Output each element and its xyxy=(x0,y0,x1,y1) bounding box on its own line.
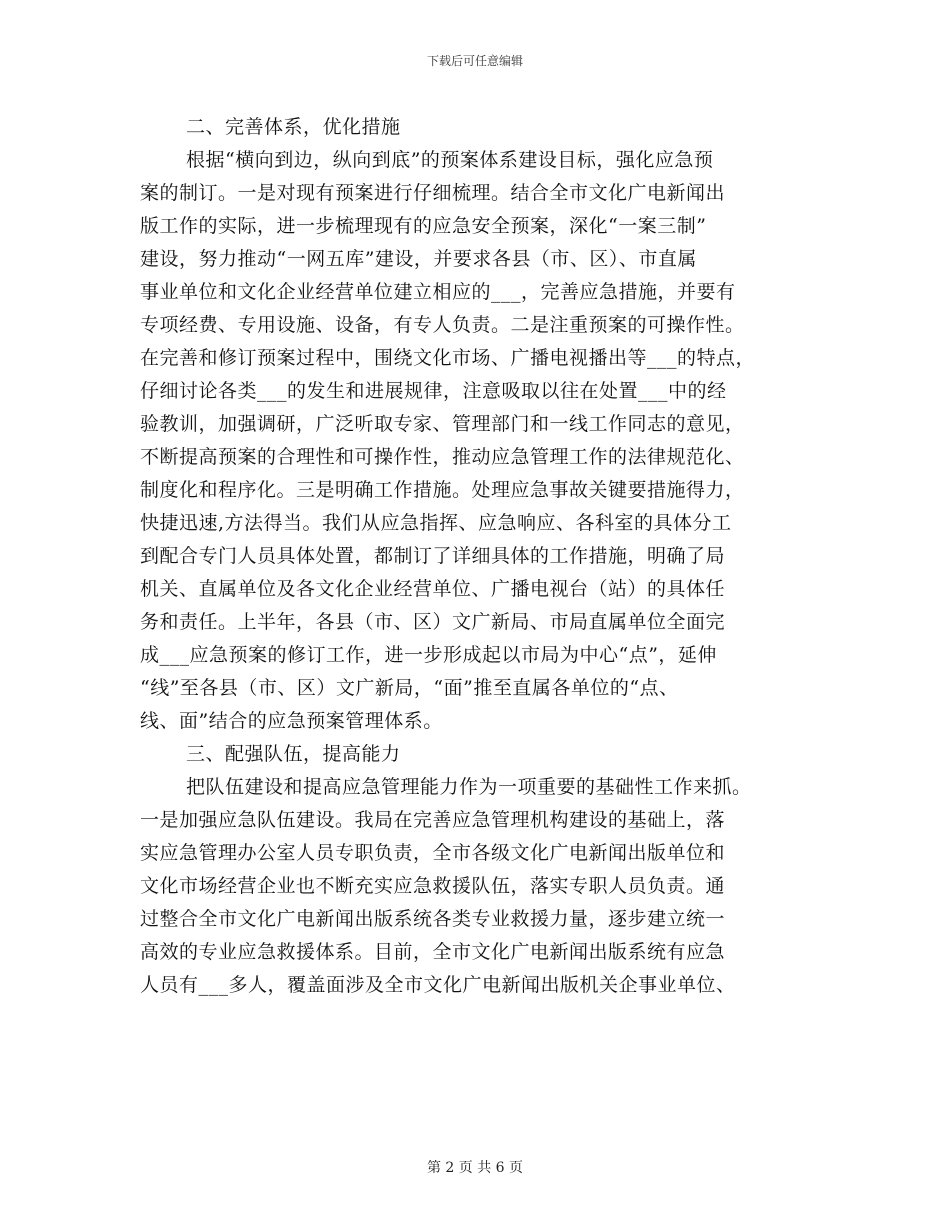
paragraph-line: 一是加强应急队伍建设。我局在完善应急管理机构建设的基础上，落 xyxy=(140,809,726,831)
paragraph-line: 案的制订。一是对现有预案进行仔细梳理。结合全市文化广电新闻出 xyxy=(140,182,726,204)
paragraph-line: 实应急管理办公室人员专职负责，全市各级文化广电新闻出版单位和 xyxy=(140,842,726,864)
paragraph-line: 版工作的实际，进一步梳理现有的应急安全预案，深化“一案三制” xyxy=(140,215,707,237)
section-heading-3: 三、配强队伍，提高能力 xyxy=(186,743,401,765)
section-heading-2: 二、完善体系，优化措施 xyxy=(186,116,401,138)
paragraph-line: 人员有___多人，覆盖面涉及全市文化广电新闻出版机关企事业单位、 xyxy=(140,974,736,996)
paragraph-line: 成___应急预案的修订工作，进一步形成起以市局为中心“点”，延伸 xyxy=(140,644,717,666)
paragraph-line: 线、面”结合的应急预案管理体系。 xyxy=(140,710,443,732)
page-header-note: 下载后可任意编辑 xyxy=(426,54,523,68)
paragraph-line: 不断提高预案的合理性和可操作性，推动应急管理工作的法律规范化、 xyxy=(140,446,745,468)
paragraph-line: 快捷迅速,方法得当。我们从应急指挥、应急响应、各科室的具体分工 xyxy=(140,512,732,534)
paragraph-line: 专项经费、专用设施、设备，有专人负责。二是注重预案的可操作性。 xyxy=(140,314,745,336)
paragraph-line: 根据“横向到边，纵向到底”的预案体系建设目标，强化应急预 xyxy=(186,149,714,171)
paragraph-line: “线”至各县（市、区）文广新局，“面”推至直属各单位的“点、 xyxy=(140,677,679,699)
paragraph-line: 机关、直属单位及各文化企业经营单位、广播电视台（站）的具体任 xyxy=(140,578,726,600)
paragraph-line: 把队伍建设和提高应急管理能力作为一项重要的基础性工作来抓。 xyxy=(186,776,752,798)
paragraph-line: 过整合全市文化广电新闻出版系统各类专业救援力量，逐步建立统一 xyxy=(140,908,726,930)
page-number-footer: 第 2 页 共 6 页 xyxy=(426,1160,524,1176)
paragraph-line: 建设，努力推动“一网五库”建设，并要求各县（市、区）、市直属 xyxy=(140,248,697,270)
document-body xyxy=(140,111,820,1002)
paragraph-line: 制度化和程序化。三是明确工作措施。处理应急事故关键要措施得力， xyxy=(140,479,745,501)
paragraph-line: 验教训，加强调研，广泛听取专家、管理部门和一线工作同志的意见， xyxy=(140,413,745,435)
paragraph-line: 高效的专业应急救援体系。目前，全市文化广电新闻出版系统有应急 xyxy=(140,941,726,963)
paragraph-line: 在完善和修订预案过程中，围绕文化市场、广播电视播出等___的特点， xyxy=(140,347,756,369)
paragraph-line: 文化市场经营企业也不断充实应急救援队伍，落实专职人员负责。通 xyxy=(140,875,726,897)
paragraph-line: 事业单位和文化企业经营单位建立相应的___，完善应急措施，并要有 xyxy=(140,281,736,303)
paragraph-line: 仔细讨论各类___的发生和进展规律，注意吸取以往在处置___中的经 xyxy=(140,380,727,402)
paragraph-line: 务和责任。上半年，各县（市、区）文广新局、市局直属单位全面完 xyxy=(140,611,726,633)
paragraph-line: 到配合专门人员具体处置，都制订了详细具体的工作措施，明确了局 xyxy=(140,545,726,567)
